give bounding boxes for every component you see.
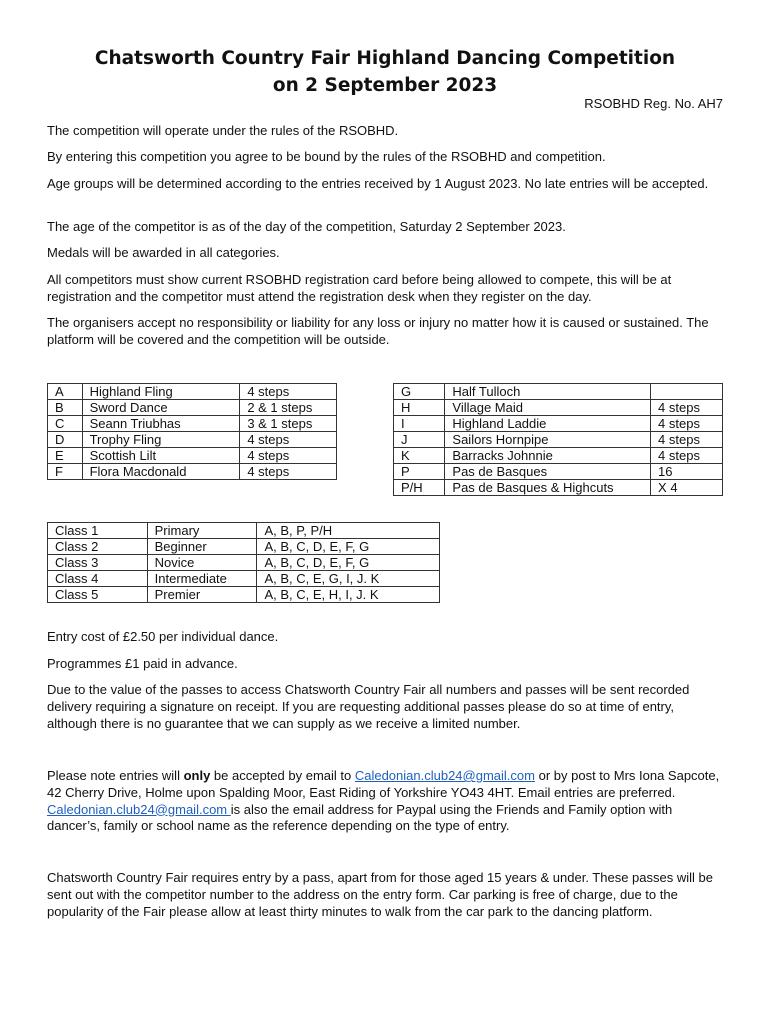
passes-paragraph: Due to the value of the passes to access Chatsworth Country Fair all numbers and passes will be sent recorded delivery requiring a signature on receipt. If you are requesting additional passes please do so at time of entry, although there is no guarantee that we can supply as we receive a limited number. <box>47 682 690 731</box>
registration-card-paragraph: All competitors must show current RSOBHD registration card before being allowed to compete, this will be at registration and the competitor must attend the registration desk when they register on the day. <box>47 272 672 304</box>
table-row: Class 3 Novice A, B, C, D, E, F, G <box>48 555 440 571</box>
rules-paragraph: The competition will operate under the rules of the RSOBHD. <box>47 123 399 138</box>
registration-number: RSOBHD Reg. No. AH7 <box>584 96 723 111</box>
table-row: B Sword Dance 2 & 1 steps <box>48 400 337 416</box>
paypal-email-link[interactable]: Caledonian.club24@gmail.com <box>47 801 231 817</box>
age-definition-paragraph: The age of the competitor is as of the day of the competition, Saturday 2 September 2023. <box>47 219 566 234</box>
email-link[interactable]: Caledonian.club24@gmail.com <box>354 768 535 783</box>
table-row: F Flora Macdonald 4 steps <box>48 464 337 480</box>
table-row: A Highland Fling 4 steps <box>48 384 337 400</box>
age-groups-paragraph: Age groups will be determined according to the entries received by 1 August 2023. No late entries will be accepted. <box>47 176 709 191</box>
table-row: D Trophy Fling 4 steps <box>48 432 337 448</box>
table-row: J Sailors Hornpipe 4 steps <box>394 432 723 448</box>
entry-cost-paragraph: Entry cost of £2.50 per individual dance. <box>47 629 279 644</box>
entries-paragraph: Please note entries will only be accepted by email to Caledonian.club24@gmail.com or by post to Mrs Iona Sapcote, 42 Cherry Drive, Holme upon Spalding Moor, East Riding of Yorkshire YO43 4HT. Email entries are preferred. Caledonian.club24@gmail.com is also the email address for Paypal using the Friends and Family option with dancer’s, family or school name as the reference depending on the type of entry. <box>47 768 720 834</box>
pass-parking-paragraph: Chatsworth Country Fair requires entry by a pass, apart from for those aged 15 years & under. These passes will be sent out with the competitor number to the address on the entry form. Car parking is free of charge, due to the popularity of the Fair please allow at least thirty minutes to walk from the car park to the dancing platform. <box>47 870 713 919</box>
table-row: C Seann Triubhas 3 & 1 steps <box>48 416 337 432</box>
table-row: Class 1 Primary A, B, P, P/H <box>48 523 440 539</box>
table-row: P/H Pas de Basques & Highcuts X 4 <box>394 480 723 496</box>
table-row: E Scottish Lilt 4 steps <box>48 448 337 464</box>
table-row: P Pas de Basques 16 <box>394 464 723 480</box>
table-row: Class 2 Beginner A, B, C, D, E, F, G <box>48 539 440 555</box>
agreement-paragraph: By entering this competition you agree to be bound by the rules of the RSOBHD and competition. <box>47 149 606 164</box>
page-title: Chatsworth Country Fair Highland Dancing Competition <box>94 48 676 69</box>
programmes-paragraph: Programmes £1 paid in advance. <box>47 656 238 671</box>
dances-table-right <box>393 383 723 496</box>
table-row: Class 4 Intermediate A, B, C, E, G, I, J. K <box>48 571 440 587</box>
classes-table <box>47 522 440 603</box>
dances-table-left <box>47 383 337 480</box>
page-subtitle-date: on 2 September 2023 <box>272 75 498 96</box>
emphasis-only: only <box>183 768 211 783</box>
table-row: K Barracks Johnnie 4 steps <box>394 448 723 464</box>
table-row: Class 5 Premier A, B, C, E, H, I, J. K <box>48 587 440 603</box>
table-row: I Highland Laddie 4 steps <box>394 416 723 432</box>
medals-paragraph: Medals will be awarded in all categories. <box>47 245 280 260</box>
table-row: G Half Tulloch <box>394 384 723 400</box>
table-row: H Village Maid 4 steps <box>394 400 723 416</box>
liability-paragraph: The organisers accept no responsibility or liability for any loss or injury no matter how it is caused or sustained. The platform will be covered and the competition will be outside. <box>47 315 709 347</box>
